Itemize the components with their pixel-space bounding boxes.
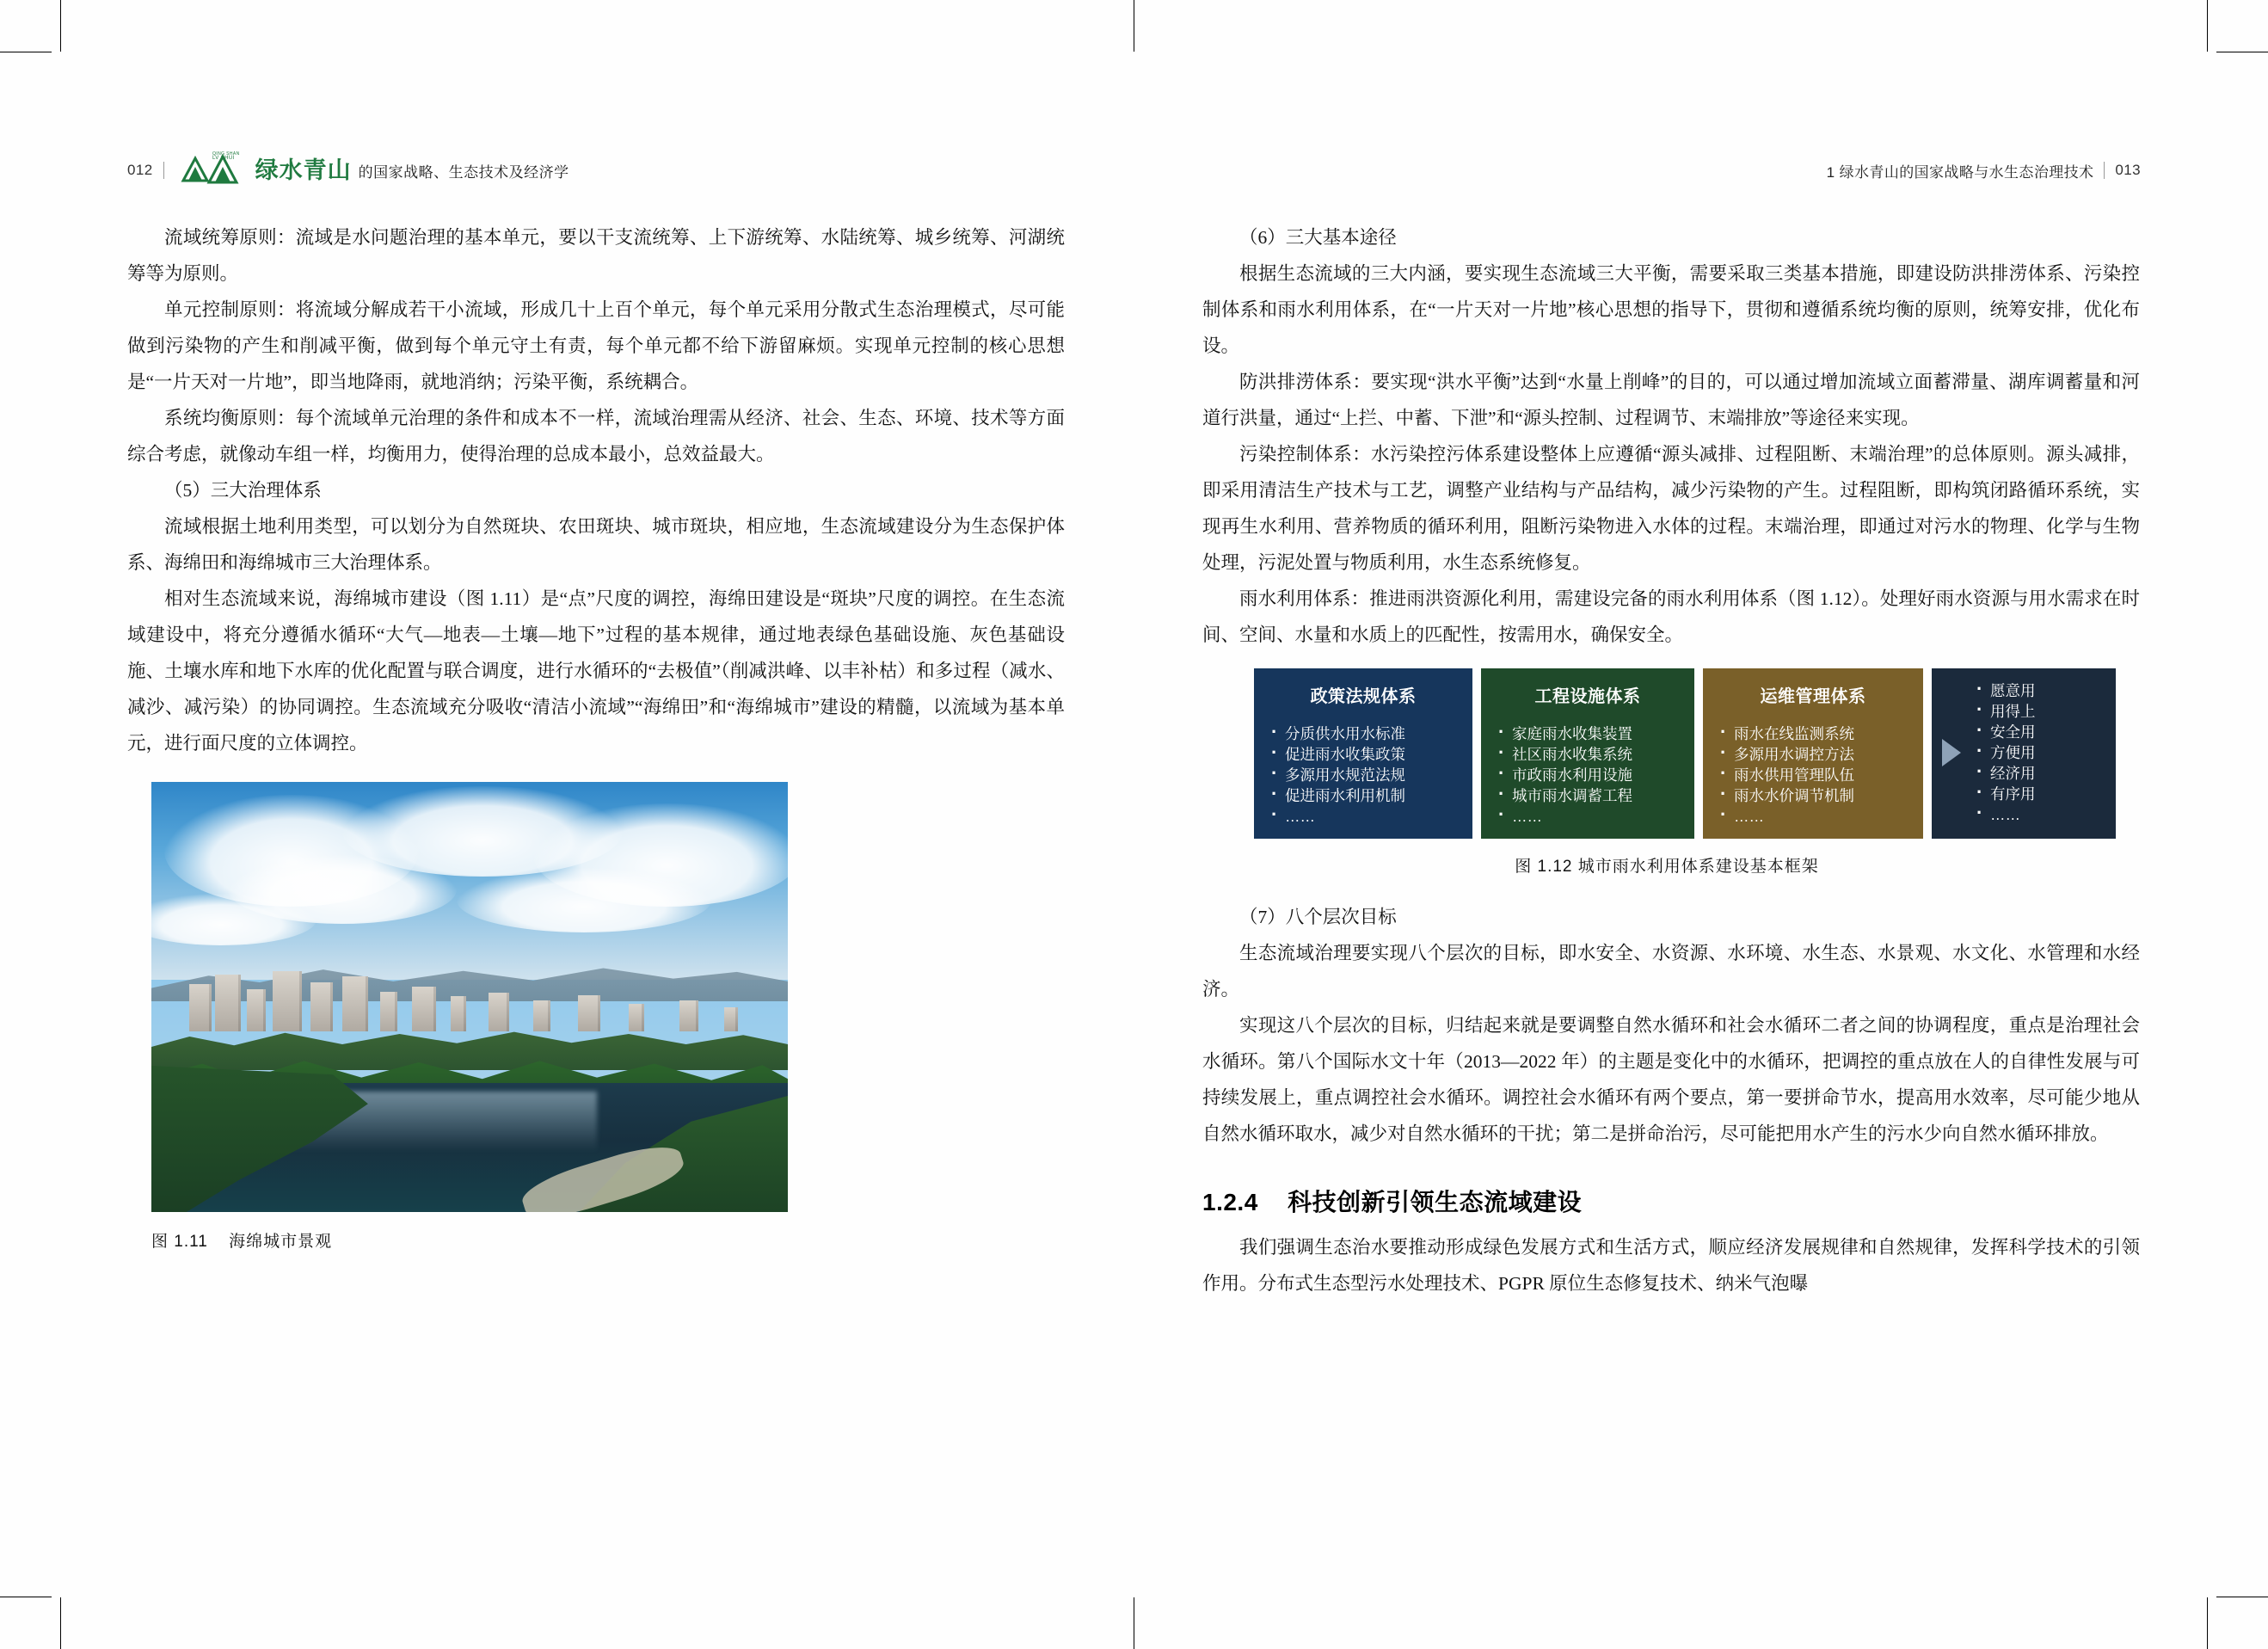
diagram-item: · 雨水供用管理队伍 xyxy=(1734,765,1913,785)
paragraph: 流域根据土地利用类型，可以划分为自然斑块、农田斑块、城市斑块，相应地，生态流域建设分为生态保护体系、海绵田和海绵城市三大治理体系。 xyxy=(127,516,1065,573)
figure-caption-1-11 xyxy=(151,1224,1065,1260)
arrow-right-icon xyxy=(1942,739,1961,766)
figure-1-12-diagram xyxy=(1254,668,2080,839)
photo-building xyxy=(578,995,600,1031)
diagram-item: · 市政雨水利用设施 xyxy=(1512,765,1684,785)
paragraph: 防洪排涝体系：要实现“洪水平衡”达到“水量上削峰”的目的，可以通过增加流域立面蓄滞量、湖库调蓄量和河道行洪量，通过“上拦、中蓄、下泄”和“源头控制、过程调节、末端排放”等途径来实现。 xyxy=(1202,372,2140,428)
diagram-column-operations xyxy=(1703,668,1923,839)
crop-mark xyxy=(60,0,61,52)
diagram-item: · 社区雨水收集系统 xyxy=(1512,744,1684,765)
photo-building xyxy=(629,1004,644,1031)
book-logo xyxy=(175,151,569,189)
book-logo-text: 绿水青山 xyxy=(255,157,352,183)
crop-mark xyxy=(60,1597,61,1649)
folio-divider xyxy=(2104,162,2105,179)
list-heading: （7）八个层次目标 xyxy=(1239,907,1397,927)
photo-building xyxy=(189,984,212,1031)
svg-text:LV SHUI: LV SHUI xyxy=(212,156,235,161)
photo-building xyxy=(412,987,436,1031)
paragraph: 相对生态流域来说，海绵城市建设（图 1.11）是“点”尺度的调控，海绵田建设是“斑块”尺度的调控。在生态流域建设中，将充分遵循水循环“大气—地表—土壤—地下”过程的基本规律，通过地表绿色基础设施、灰色基础设施、土壤水库和地下水库的优化配置与联合调度，进行水循环的“去极值”（削减洪峰、以丰补枯）和多过程（减水、减沙、减污染）的协同调控。生态流域充分吸收“清洁小流域”“海绵田”和“海绵城市”建设的精髓，以流域为基本单元，进行面尺度的立体调控。 xyxy=(127,588,1065,754)
photo-building xyxy=(679,1000,698,1031)
photo-building xyxy=(724,1007,738,1031)
diagram-item: · 愿意用 xyxy=(1990,680,2036,701)
diagram-item: · …… xyxy=(1990,804,2036,825)
photo-building xyxy=(273,971,302,1031)
diagram-item: · 雨水水价调节机制 xyxy=(1734,785,1913,806)
sponge-city-photo xyxy=(151,782,788,1212)
diagram-item-list xyxy=(1491,723,1684,827)
photo-building xyxy=(215,975,241,1031)
section-number: 1.2.4 xyxy=(1202,1189,1258,1215)
diagram-column-title: 运维管理体系 xyxy=(1760,687,1866,706)
folio-right: 013 xyxy=(2115,162,2141,178)
paragraph: 污染控制体系：水污染控污体系建设整体上应遵循“源头减排、过程阻断、末端治理”的总体原则。源头减排，即采用清洁生产技术与工艺，调整产业结构与产品结构，减少污染物的产生。过程阻断，即构筑闭路循环系统，实现再生水利用、营养物质的循环利用，阻断污染物进入水体的过程。末端治理，即通过对污水的物理、化学与生物处理，污泥处置与物质利用，水生态系统修复。 xyxy=(1202,444,2140,573)
book-subtitle: 的国家战略、生态技术及经济学 xyxy=(358,163,569,181)
diagram-item: · 用得上 xyxy=(1990,701,2036,722)
folio-divider xyxy=(163,162,164,179)
figure-title: 海绵城市景观 xyxy=(229,1233,333,1251)
diagram-item: · …… xyxy=(1285,806,1462,827)
paragraph: 实现这八个层次的目标，归结起来就是要调整自然水循环和社会水循环二者之间的协调程度，重点是治理社会水循环。第八个国际水文十年（2013—2022 年）的主题是变化中的水循环，把调控的重点放在人的自律性发展与可持续发展上，重点调控社会水循环。调控社会水循环有两个要点，第一要拼命节水，提高用水效率，尽可能少地从自然水循环取水，减少对自然水循环的干扰；第二是拼命治污，尽可能把用水产生的污水少向自然水循环排放。 xyxy=(1202,1015,2140,1144)
photo-building xyxy=(310,982,333,1031)
leaf-emblem-icon xyxy=(175,151,249,189)
list-heading: （6）三大基本途径 xyxy=(1239,227,1397,248)
diagram-item: · 促进雨水收集政策 xyxy=(1285,744,1462,765)
diagram-item: · 有序用 xyxy=(1990,784,2036,804)
diagram-column-policy xyxy=(1254,668,1472,839)
photo-building xyxy=(451,996,466,1031)
diagram-item: · 安全用 xyxy=(1990,722,2036,742)
svg-text:QING SHAN: QING SHAN xyxy=(212,151,240,157)
photo-skyline xyxy=(151,971,788,1031)
chapter-title: 1 绿水青山的国家战略与水生态治理技术 xyxy=(1826,163,2094,181)
paragraph: 流域统筹原则：流域是水问题治理的基本单元，要以干支流统筹、上下游统筹、水陆统筹、城乡统筹、河湖统筹等为原则。 xyxy=(127,227,1065,284)
figure-caption-1-12 xyxy=(1254,849,2080,885)
paragraph: 根据生态流域的三大内涵，要实现生态流域三大平衡，需要采取三类基本措施，即建设防洪排涝体系、污染控制体系和雨水利用体系，在“一片天对一片地”核心思想的指导下，贯彻和遵循系统均衡的原则，统筹安排，优化布设。 xyxy=(1202,263,2140,356)
diagram-item: · 方便用 xyxy=(1990,742,2036,763)
diagram-column-outcomes xyxy=(1932,668,2116,839)
paragraph: 单元控制原则：将流域分解成若干小流域，形成几十上百个单元，每个单元采用分散式生态治理模式，尽可能做到污染物的产生和削减平衡，做到每个单元守土有责，每个单元都不给下游留麻烦。实现单元控制的核心思想是“一片天对一片地”，即当地降雨，就地消纳；污染平衡，系统耦合。 xyxy=(127,299,1065,392)
photo-building xyxy=(533,1000,550,1031)
diagram-item: · 分质供水用水标准 xyxy=(1285,723,1462,744)
diagram-item: · …… xyxy=(1734,806,1913,827)
paragraph: 雨水利用体系：推进雨洪资源化利用，需建设完备的雨水利用体系（图 1.12）。处理好雨水资源与用水需求在时间、空间、水量和水质上的匹配性，按需用水，确保安全。 xyxy=(1202,588,2140,645)
list-heading: （5）三大治理体系 xyxy=(164,480,322,501)
figure-number: 图 1.12 xyxy=(1515,858,1573,876)
left-page-body xyxy=(127,219,1065,1260)
diagram-column-title: 政策法规体系 xyxy=(1310,687,1417,706)
photo-building xyxy=(342,976,368,1031)
photo-building xyxy=(380,992,397,1031)
crop-mark xyxy=(2207,0,2208,52)
diagram-item: · 经济用 xyxy=(1990,763,2036,784)
paragraph: 我们强调生态治水要推动形成绿色发展方式和生活方式，顺应经济发展规律和自然规律，发挥科学技术的引领作用。分布式生态型污水处理技术、PGPR 原位生态修复技术、纳米气泡曝 xyxy=(1202,1237,2140,1294)
folio-left: 012 xyxy=(127,162,153,178)
diagram-item-list xyxy=(1970,680,2036,825)
diagram-column-title: 工程设施体系 xyxy=(1534,687,1641,706)
crop-mark xyxy=(2207,1597,2208,1649)
section-heading xyxy=(1202,1184,2140,1221)
diagram-column-engineering xyxy=(1481,668,1694,839)
photo-cloud xyxy=(457,868,711,932)
diagram-item: · 城市雨水调蓄工程 xyxy=(1512,785,1684,806)
figure-1-11 xyxy=(151,782,1065,1260)
diagram-item: · 家庭雨水收集装置 xyxy=(1512,723,1684,744)
section-title: 科技创新引领生态流域建设 xyxy=(1288,1189,1583,1215)
paragraph: 生态流域治理要实现八个层次的目标，即水安全、水资源、水环境、水生态、水景观、水文化、水管理和水经济。 xyxy=(1202,943,2140,1000)
running-head-left xyxy=(127,153,569,188)
photo-building xyxy=(489,993,509,1031)
diagram-item-list xyxy=(1264,723,1462,827)
figure-number: 图 1.11 xyxy=(151,1233,208,1251)
diagram-item: · …… xyxy=(1512,806,1684,827)
diagram-item: · 多源用水规范法规 xyxy=(1285,765,1462,785)
running-head-right xyxy=(1827,153,2141,188)
diagram-item-list xyxy=(1713,723,1913,827)
photo-building xyxy=(247,989,266,1031)
diagram-item: · 多源用水调控方法 xyxy=(1734,744,1913,765)
paragraph: 系统均衡原则：每个流域单元治理的条件和成本不一样，流域治理需从经济、社会、生态、环境、技术等方面综合考虑，就像动车组一样，均衡用力，使得治理的总成本最小，总效益最大。 xyxy=(127,408,1065,465)
diagram-item: · 雨水在线监测系统 xyxy=(1734,723,1913,744)
figure-title: 城市雨水利用体系建设基本框架 xyxy=(1577,858,1819,876)
diagram-item: · 促进雨水利用机制 xyxy=(1285,785,1462,806)
right-page-body xyxy=(1202,219,2140,1301)
